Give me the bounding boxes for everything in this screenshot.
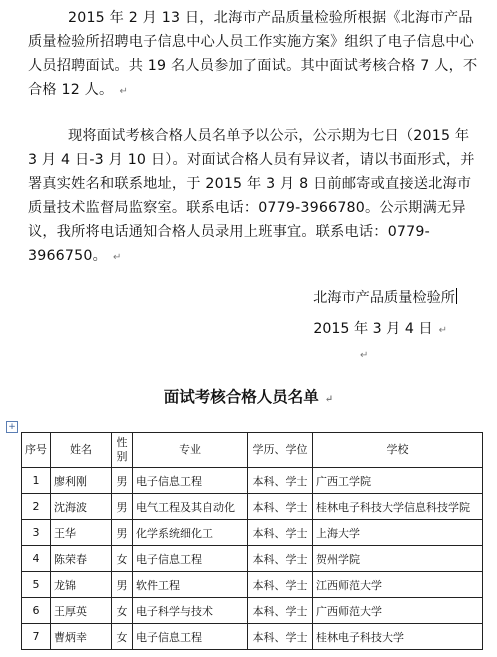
cell-degree: 本科、学士 [248, 546, 313, 572]
notice-paragraph-1 [28, 6, 483, 104]
notice-paragraph-2 [28, 124, 483, 270]
cell-name: 廖利刚 [51, 468, 112, 494]
signature-date [313, 318, 447, 338]
cell-name: 曹炳幸 [51, 624, 112, 650]
paragraph-mark-icon: ↵ [360, 350, 369, 361]
cell-degree: 本科、学士 [248, 468, 313, 494]
list-title-text: 面试考核合格人员名单 [163, 387, 319, 406]
cell-school: 桂林电子科技大学 [313, 624, 483, 650]
cell-number: 3 [22, 520, 51, 546]
header-degree: 学历、学位 [248, 433, 313, 468]
cell-major: 电子信息工程 [133, 546, 248, 572]
cell-degree: 本科、学士 [248, 520, 313, 546]
header-school: 学校 [313, 433, 483, 468]
table-row [22, 520, 483, 546]
cell-gender: 男 [112, 572, 133, 598]
text-cursor [456, 288, 457, 304]
table-row [22, 598, 483, 624]
qualified-candidates-table [21, 432, 483, 650]
table-row [22, 546, 483, 572]
table-header-row [22, 433, 483, 468]
cell-degree: 本科、学士 [248, 494, 313, 520]
cell-school: 广西工学院 [313, 468, 483, 494]
cell-degree: 本科、学士 [248, 572, 313, 598]
cell-name: 龙锦 [51, 572, 112, 598]
table-row [22, 624, 483, 650]
cell-number: 5 [22, 572, 51, 598]
paragraph-mark-icon: ↵ [119, 86, 129, 97]
table-row [22, 572, 483, 598]
cell-number: 2 [22, 494, 51, 520]
cell-school: 桂林电子科技大学信息科技学院 [313, 494, 483, 520]
header-name: 姓名 [51, 433, 112, 468]
paragraph-2-text: 现将面试考核合格人员名单予以公示，公示期为七日（2015 年 3 月 4 日-3 月 10 日）。对面试合格人员有异议者，请以书面形式，并署真实姓名和联系地址，于 2015 年 3 月 8 日前邮寄或直接送北海市质量技术监督局监察室。联系电话：0779-3966780。公示期满无异议，我所将电话通知合格人员录用上班事宜。联系电话：0779-3966750。 [28, 128, 475, 264]
signature-organization [313, 287, 457, 307]
cell-major: 电子信息工程 [133, 468, 248, 494]
cell-gender: 男 [112, 520, 133, 546]
signature-org-text: 北海市产品质量检验所 [313, 290, 455, 306]
paragraph-1-text: 2015 年 2 月 13 日，北海市产品质量检验所根据《北海市产品质量检验所招聘电子信息中心人员工作实施方案》组织了电子信息中心人员招聘面试。共 19 名人员参加了面试。其中面试考核合格 7 人，不合格 12 人。 [28, 10, 478, 98]
cell-name: 陈荣春 [51, 546, 112, 572]
header-gender: 性别 [112, 433, 133, 468]
paragraph-mark-icon: ↵ [324, 394, 334, 405]
cell-name: 王华 [51, 520, 112, 546]
signature-date-text: 2015 年 3 月 4 日 [313, 321, 433, 337]
header-number: 序号 [22, 433, 51, 468]
cell-gender: 女 [112, 598, 133, 624]
cell-number: 7 [22, 624, 51, 650]
cell-school: 上海大学 [313, 520, 483, 546]
list-title [0, 385, 497, 407]
cell-school: 贺州学院 [313, 546, 483, 572]
cell-major: 电子科学与技术 [133, 598, 248, 624]
cell-major: 电子信息工程 [133, 624, 248, 650]
cell-major: 电气工程及其自动化 [133, 494, 248, 520]
cell-gender: 女 [112, 624, 133, 650]
cell-school: 广西师范大学 [313, 598, 483, 624]
table-row [22, 468, 483, 494]
cell-number: 1 [22, 468, 51, 494]
cell-number: 6 [22, 598, 51, 624]
table-row [22, 494, 483, 520]
paragraph-mark-icon: ↵ [112, 252, 122, 263]
cell-number: 4 [22, 546, 51, 572]
paragraph-mark-icon: ↵ [438, 325, 447, 336]
cell-degree: 本科、学士 [248, 598, 313, 624]
cell-gender: 男 [112, 494, 133, 520]
cell-major: 软件工程 [133, 572, 248, 598]
cell-gender: 男 [112, 468, 133, 494]
table-move-handle-icon[interactable]: + [6, 421, 18, 433]
cell-major: 化学系统细化工 [133, 520, 248, 546]
cell-name: 王厚英 [51, 598, 112, 624]
header-major: 专业 [133, 433, 248, 468]
cell-gender: 女 [112, 546, 133, 572]
cell-degree: 本科、学士 [248, 624, 313, 650]
cell-school: 江西师范大学 [313, 572, 483, 598]
cell-name: 沈海波 [51, 494, 112, 520]
